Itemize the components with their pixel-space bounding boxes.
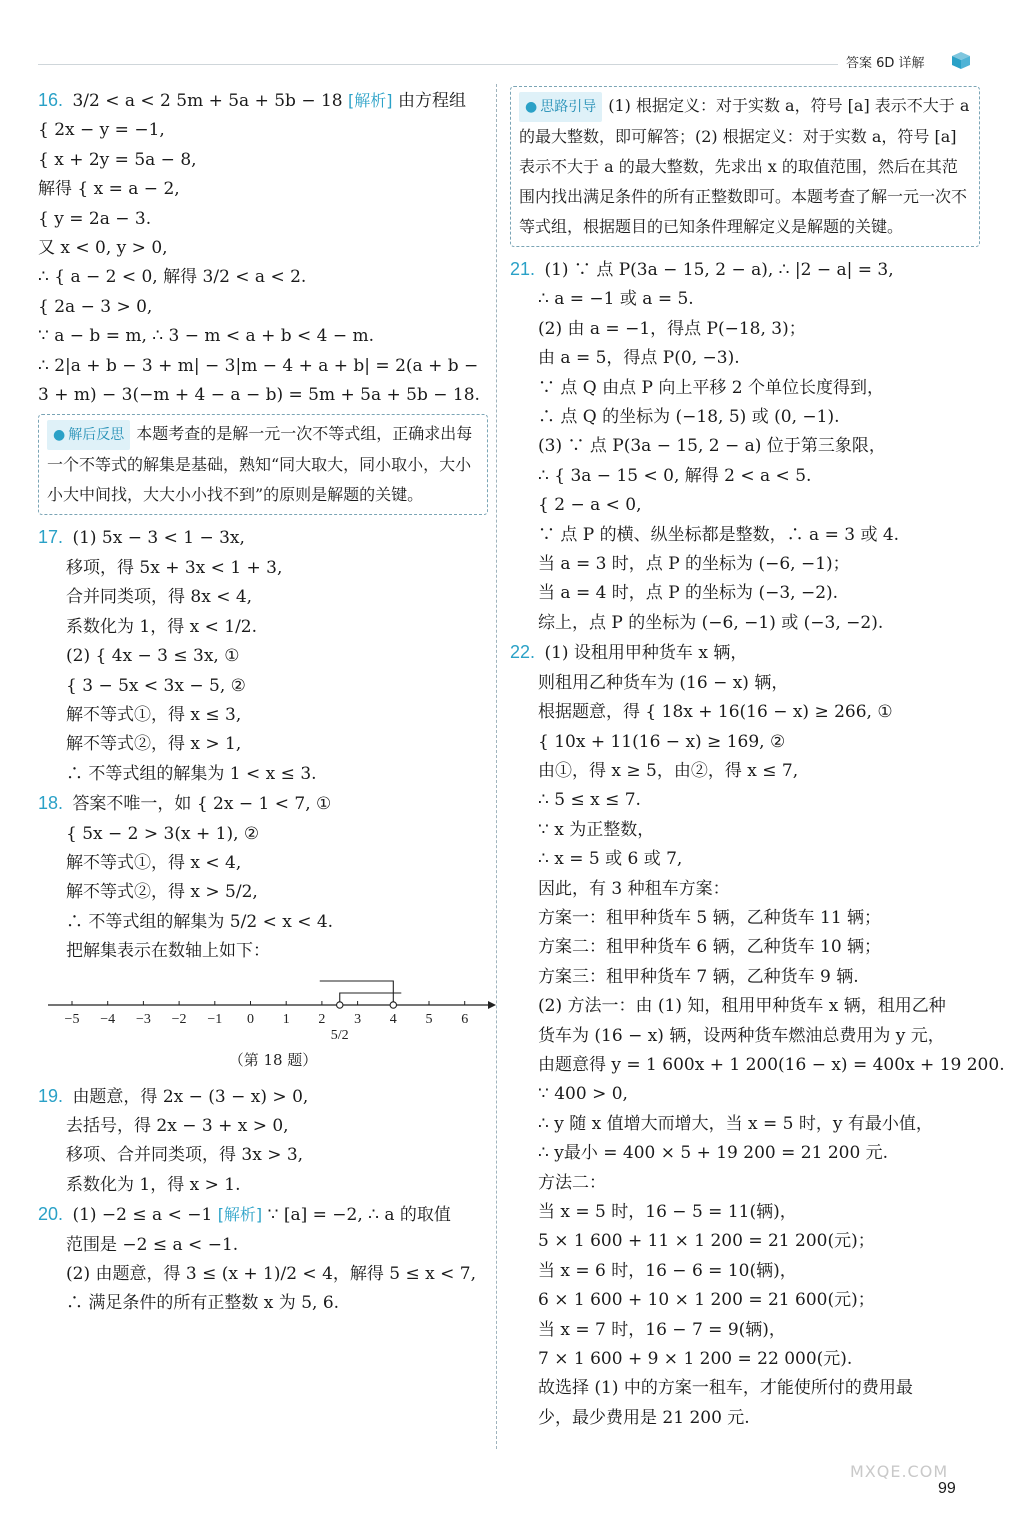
answer-line: { 2 − a < 0, xyxy=(538,495,642,516)
answer-line: 7 × 1 600 + 9 × 1 200 = 22 000(元). xyxy=(538,1349,853,1370)
answer-line: 故选择 (1) 中的方案一租车，才能使所付的费用最 xyxy=(538,1378,913,1399)
tick-label: 6 xyxy=(461,1011,469,1027)
answer-line: ∴ { 3a − 15 < 0, 解得 2 < a < 5. xyxy=(538,465,812,486)
number-line-diagram xyxy=(48,971,498,1081)
answer-line: ∴ 5 ≤ x ≤ 7. xyxy=(538,790,641,811)
reflection-box xyxy=(38,414,488,515)
question-number: 17. xyxy=(38,527,64,548)
answer-line: ∴ y最小 = 400 × 5 + 19 200 = 21 200 元. xyxy=(538,1143,889,1164)
tick-label: 4 xyxy=(389,1011,397,1027)
answer-line: 移项，得 5x + 3x < 1 + 3, xyxy=(66,557,283,578)
answer-line: 因此，有 3 种租车方案： xyxy=(538,878,730,899)
column-divider xyxy=(496,84,497,1449)
tick-label: 5 xyxy=(425,1011,433,1027)
answer-line: { x + 2y = 5a − 8, xyxy=(38,149,197,170)
reflection-text: 本题考查的是解一元一次不等式组，正确求出每一个不等式的解集是基础，熟知“同大取大，同小取小，大小小大中间找，大大小小找不到”的原则是解题的关键。 xyxy=(47,424,473,505)
answer-line: { 2a − 3 > 0, xyxy=(38,296,153,317)
answer-line: 3/2 < a < 2 5m + 5a + 5b − 18 xyxy=(72,91,343,111)
answer-line: ∴ 不等式组的解集为 5/2 < x < 4. xyxy=(66,911,334,932)
answer-line: 系数化为 1，得 x > 1. xyxy=(66,1174,241,1195)
answer-line: ∴ 不等式组的解集为 1 < x ≤ 3. xyxy=(66,763,317,784)
bullet-icon: ● xyxy=(525,99,538,115)
answer-line: ∴ 点 Q 的坐标为 (−18, 5) 或 (0, −1). xyxy=(538,407,840,428)
answer-line: ∴ { a − 2 < 0, 解得 3/2 < a < 2. xyxy=(38,267,307,288)
tick-label: −1 xyxy=(207,1011,223,1027)
question-22 xyxy=(510,638,1005,1433)
answer-line: ∵ a − b = m, ∴ 3 − m < a + b < 4 − m. xyxy=(38,326,375,347)
question-17 xyxy=(38,523,488,789)
answer-line: 由 a = 5，得点 P(0, −3). xyxy=(538,348,740,369)
answer-line: 又 x < 0, y > 0, xyxy=(38,238,168,259)
answer-line: 6 × 1 600 + 10 × 1 200 = 21 600(元)； xyxy=(538,1290,875,1311)
answer-line: (2) 由 a = −1，得点 P(−18, 3)； xyxy=(538,318,806,339)
answer-line: ∵ 点 Q 由点 P 向上平移 2 个单位长度得到， xyxy=(538,377,885,398)
answer-line: 解得 { x = a − 2, xyxy=(38,179,180,200)
answer-line: 综上，点 P 的坐标为 (−6, −1) 或 (−3, −2). xyxy=(538,612,884,633)
question-number: 18. xyxy=(38,793,64,814)
answer-line: 少，最少费用是 21 200 元. xyxy=(538,1407,750,1428)
tick-label: 3 xyxy=(354,1011,362,1027)
answer-line: 移项、合并同类项，得 3x > 3, xyxy=(66,1145,304,1166)
answer-line: ∴ x = 5 或 6 或 7, xyxy=(538,849,683,870)
answer-line: 货车为 (16 − x) 辆，设两种货车燃油总费用为 y 元， xyxy=(538,1025,945,1046)
answer-line: 解不等式①，得 x < 4, xyxy=(66,852,242,873)
answer-line: ∴ 满足条件的所有正整数 x 为 5, 6. xyxy=(66,1293,340,1314)
tick-label: 1 xyxy=(282,1011,290,1027)
tick-label: −2 xyxy=(171,1011,187,1027)
answer-line: 方案二：租甲种货车 6 辆，乙种货车 10 辆； xyxy=(538,937,882,958)
answer-line: 5 × 1 600 + 11 × 1 200 = 21 200(元)； xyxy=(538,1231,875,1252)
answer-line: { 10x + 11(16 − x) ≥ 169, ② xyxy=(538,731,786,752)
answer-line: ∵ x 为正整数， xyxy=(538,819,655,840)
answer-line: { 5x − 2 > 3(x + 1), ② xyxy=(66,823,260,844)
answer-line: (2) { 4x − 3 ≤ 3x, ① xyxy=(66,646,240,667)
watermark: MXQE.COM xyxy=(850,1462,949,1481)
answer-line: ∴ a = −1 或 a = 5. xyxy=(538,289,694,310)
answer-line: 解不等式①，得 x ≤ 3, xyxy=(66,704,242,725)
answer-line: 当 x = 7 时，16 − 7 = 9(辆)， xyxy=(538,1319,786,1340)
question-number: 20. xyxy=(38,1204,64,1225)
answer-line: 当 a = 3 时，点 P 的坐标为 (−6, −1)； xyxy=(538,554,850,575)
hint-text: (1) 根据定义：对于实数 a，符号 [a] 表示不大于 a 的最大整数，即可解答；(2) 根据定义：对于实数 a，符号 [a] 表示不大于 a 的最大整数，先求出 x 的取值范围，然后在其范围内找出满足条件的所有正整数即可。本题考查了解一元一次不等式组，根据题目的已知条件理解定义是解题的关键。 xyxy=(519,96,970,236)
answer-line: 答案不唯一，如 { 2x − 1 < 7, ① xyxy=(72,794,332,815)
answer-line: 根据题意，得 { 18x + 16(16 − x) ≥ 266, ① xyxy=(538,702,893,723)
question-16 xyxy=(38,86,488,410)
hint-box xyxy=(510,86,980,247)
bullet-icon: ● xyxy=(53,427,66,444)
special-tick-label: 5/2 xyxy=(330,1027,349,1043)
answer-line: 解不等式②，得 x > 1, xyxy=(66,734,242,755)
answer-line: { 3 − 5x < 3x − 5, ② xyxy=(66,675,246,696)
answer-line: (2) 方法一：由 (1) 知，租用甲种货车 x 辆，租用乙种 xyxy=(538,996,946,1017)
answer-line: ∴ y 随 x 值增大而增大，当 x = 5 时，y 有最小值， xyxy=(538,1113,933,1134)
reflection-head: ● 解后反思 xyxy=(47,420,130,450)
answer-line: 当 x = 6 时，16 − 6 = 10(辆)， xyxy=(538,1260,797,1281)
answer-line: 方案一：租甲种货车 5 辆，乙种货车 11 辆； xyxy=(538,907,882,928)
page-number: 99 xyxy=(938,1480,956,1497)
answer-line: 当 a = 4 时，点 P 的坐标为 (−3, −2). xyxy=(538,583,839,604)
answer-line: ∵ 点 P 的横、纵坐标都是整数，∴ a = 3 或 4. xyxy=(538,524,900,545)
left-column xyxy=(38,86,488,1319)
analysis-tag: [解析] xyxy=(348,91,393,110)
tick-label: −3 xyxy=(135,1011,151,1027)
answer-line: { 2x − y = −1, xyxy=(38,120,165,141)
open-circle-marker xyxy=(390,1001,396,1007)
tick-label: 0 xyxy=(247,1011,254,1027)
figure-caption: （第 18 题） xyxy=(228,1050,318,1069)
answer-line: ∴ 2|a + b − 3 + m| − 3|m − 4 + a + b| = 2(a + b − xyxy=(38,355,479,376)
answer-line: (2) 由题意，得 3 ≤ (x + 1)/2 < 4，解得 5 ≤ x < 7, xyxy=(66,1264,477,1284)
tick-label: −5 xyxy=(64,1011,80,1027)
question-19 xyxy=(38,1082,488,1201)
hint-head: ● 思路引导 xyxy=(519,92,602,122)
tick-label: 2 xyxy=(318,1011,326,1027)
answer-line: 则租用乙种货车为 (16 − x) 辆， xyxy=(538,672,789,693)
answer-line: 当 x = 5 时，16 − 5 = 11(辆)， xyxy=(538,1202,797,1222)
answer-line: (3) ∵ 点 P(3a − 15, 2 − a) 位于第三象限， xyxy=(538,436,886,457)
answer-line: 去括号，得 2x − 3 + x > 0, xyxy=(66,1115,289,1136)
answer-line: (1) 设租用甲种货车 x 辆， xyxy=(544,643,748,664)
answer-line: 3 + m) − 3(−m + 4 − a − b) = 5m + 5a + 5b − 18. xyxy=(38,385,480,406)
answer-line: ∵ 400 > 0, xyxy=(538,1084,628,1105)
answer-line: (1) ∵ 点 P(3a − 15, 2 − a), ∴ |2 − a| = 3, xyxy=(544,260,894,280)
question-number: 19. xyxy=(38,1085,64,1106)
cube-logo-icon xyxy=(950,50,972,70)
header-rule xyxy=(38,64,838,65)
question-number: 16. xyxy=(38,90,64,110)
answer-line: (1) 5x − 3 < 1 − 3x, xyxy=(72,528,245,549)
answer-line: 范围是 −2 ≤ a < −1. xyxy=(66,1234,239,1255)
answer-line: 解不等式②，得 x > 5/2, xyxy=(66,882,258,903)
question-number: 22. xyxy=(510,642,536,663)
answer-line: { y = 2a − 3. xyxy=(38,208,152,229)
analysis-tag: [解析] xyxy=(217,1205,263,1225)
answer-line: 由方程组 xyxy=(397,91,466,111)
question-number: 21. xyxy=(510,259,536,279)
answer-line: 方案三：租甲种货车 7 辆，乙种货车 9 辆. xyxy=(538,966,859,987)
answer-line: 方法二： xyxy=(538,1172,606,1193)
answer-line: 系数化为 1，得 x < 1/2. xyxy=(66,616,258,637)
answer-line: ∵ [a] = −2, ∴ a 的取值 xyxy=(267,1205,451,1226)
open-circle-marker xyxy=(337,1001,343,1007)
answer-line: 合并同类项，得 8x < 4, xyxy=(66,587,253,608)
tick-label: −4 xyxy=(100,1011,116,1027)
answer-line: 由题意得 y = 1 600x + 1 200(16 − x) = 400x + 19 200. xyxy=(538,1054,1005,1075)
question-21 xyxy=(510,255,980,638)
right-column xyxy=(510,86,1005,1433)
answer-line: 把解集表示在数轴上如下： xyxy=(66,941,270,962)
answer-line: (1) −2 ≤ a < −1 xyxy=(72,1205,213,1226)
axis-arrow-icon xyxy=(488,1001,496,1009)
answer-line: 由题意，得 2x − (3 − x) > 0, xyxy=(72,1086,309,1107)
question-18 xyxy=(38,789,488,966)
question-20 xyxy=(38,1200,488,1319)
answer-line: 由①，得 x ≥ 5，由②，得 x ≤ 7, xyxy=(538,760,799,781)
header-label: 答案 6D 详解 xyxy=(846,56,925,71)
